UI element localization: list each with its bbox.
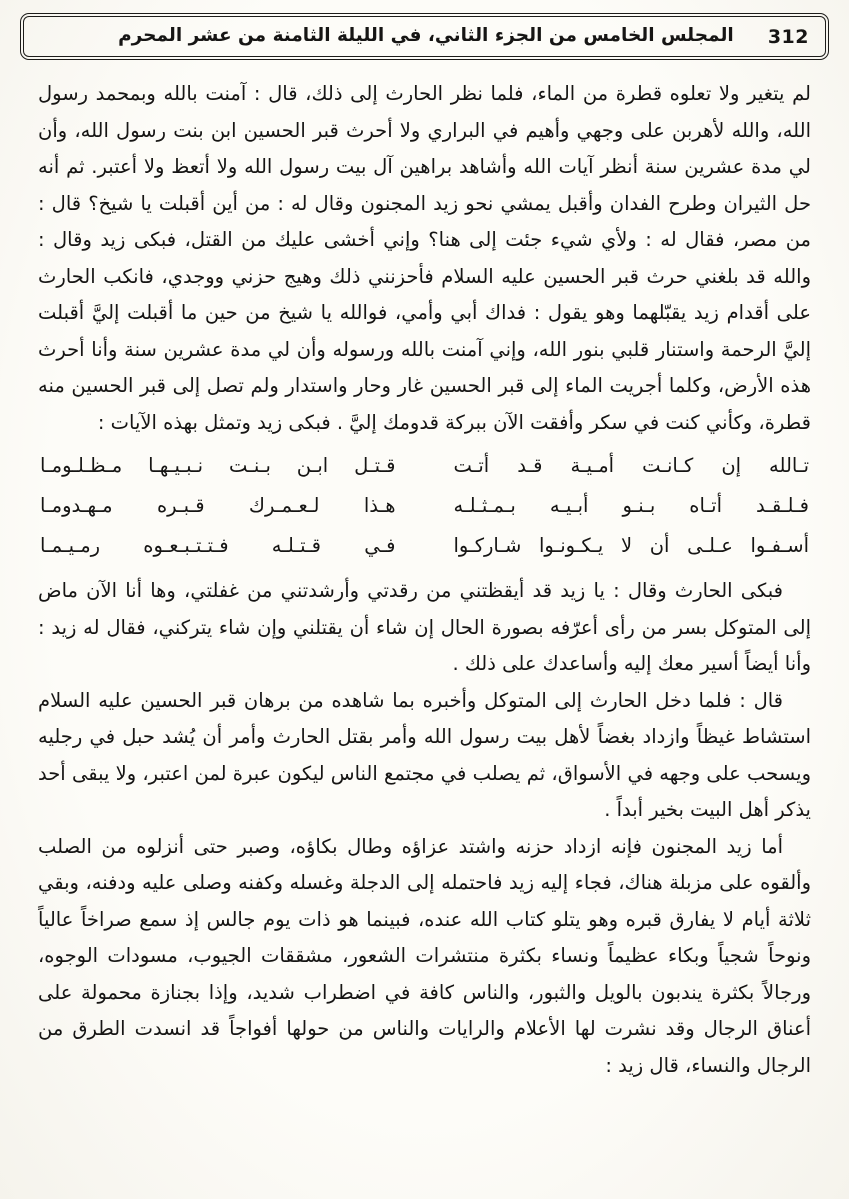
poem-verse [40,526,809,566]
paragraph-intro: لم يتغير ولا تعلوه قطرة من الماء، فلما نظر الحارث إلى ذلك، قال : آمنت بالله وبمحمد رسول الله، والله لأهربن على وجهي وأهيم في البراري ولا أحرث قبر الحسين ابن بنت رسول الله، وأن لي مدة عشرين سنة أنظر آيات الله وأشاهد براهين آل بيت رسول الله ولا أتعظ ولا أعتبر. ثم أنه حل الثيران وطرح الفدان وأقبل يمشي نحو زيد المجنون وقال له : من أين أقبلت يا شيخ؟ قال : من مصر، فقال له : ولأي شيء جئت إلى هنا؟ وإني أخشى عليك من القتل، فبكى زيد وقال : والله قد بلغني حرث قبر الحسين عليه السلام فأحزنني ذلك وهيج حزني ووجدي، فانكب الحارث على أقدام زيد يقبّلهما وهو يقول : فداك أبي وأمي، فوالله يا شيخ من حين ما أقبلت إليَّ أقبلت إليَّ الرحمة واستنار قلبي بنور الله، وإني آمنت بالله ورسوله وأن لي مدة عشرين سنة وأنا أحرث هذه الأرض، وكلما أجريت الماء إلى قبر الحسين غار وحار واستدار ولم تصل إلى قبر الحسين منه قطرة، وكأني كنت في سكر وأفقت الآن ببركة قدومك إليَّ . فبكى زيد وتمثل بهذه الآيات : [38,82,811,434]
poem-hemistich-second: قـتـل ابـن بـنـت نـبـيـهـا مـظـلـومـا [40,454,396,477]
poem-block [40,446,809,566]
poem-hemistich-first: تـالله إن كـانـت أمـيـة قـد أتـت [453,454,809,477]
page-body [20,74,829,1084]
page-header [20,13,829,60]
page-number: 312 [767,25,809,48]
page-title: المجلس الخامس من الجزء الثاني، في الليلة الثامنة من عشر المحرم [118,25,734,47]
poem-hemistich-first: فـلـقـد أتـاه بـنـو أبـيـه بـمـثـلـه [453,494,809,517]
paragraph-mutawakkil: قال : فلما دخل الحارث إلى المتوكل وأخبره بما شاهده من برهان قبر الحسين عليه السلام استشاط غيظاً وازداد بغضاً لأهل بيت رسول الله وأمر بقتل الحارث وأمر أن يُشد حبل في رجليه ويسحب على وجهه في الأسواق، ثم يصلب في مجتمع الناس ليكون عبرة لمن اعتبر، ولا يبقى أحد يذكر أهل البيت بخير أبداً . [38,688,811,821]
poem-hemistich-second: هـذا لـعـمـرك قـبـره مـهـدومـا [40,494,396,517]
poem-verse [40,446,809,486]
poem-verse [40,486,809,526]
poem-hemistich-second: فـي قـتـلـه فـتـتـبـعـوه رمـيـمـا [40,534,396,557]
paragraph-harith-weeps: فبكى الحارث وقال : يا زيد قد أيقظتني من رقدتي وأرشدتني من غفلتي، وها أنا الآن ماض إلى المتوكل بسر من رأى أعرّفه بصورة الحال إن شاء أن يقتلني وإن شاء يتركني، فقال له زيد : وأنا أيضاً أسير معك إليه وأساعدك على ذلك . [38,579,811,675]
paragraph-zayd-majnun: أما زيد المجنون فإنه ازداد حزنه واشتد عزاؤه وطال بكاؤه، وصبر حتى أنزلوه من الصلب وألقوه على مزبلة هناك، فجاء إليه زيد فاحتمله إلى الدجلة وغسله وكفنه وصلى عليه ودفنه، وبقي ثلاثة أيام لا يفارق قبره وهو يتلو كتاب الله عنده، فبينما هو ذات يوم جالس إذ سمع صراخاً عالياً ونوحاً شجياً وبكاء عظيماً ونساء بكثرة منتشرات الشعور، مشققات الجيوب، مسودات الوجوه، ورجالاً بكثرة يندبون بالويل والثبور، والناس كافة في اضطراب شديد، وإذا بجنازة محمولة على أعناق الرجال وقد نشرت لها الأعلام والرايات والناس من حولها أفواجاً قد انسدت الطرق من الرجال والنساء، قال زيد : [38,834,811,1077]
poem-hemistich-first: أسـفـوا عـلـى أن لا يـكـونـوا شـاركـوا [453,534,809,557]
